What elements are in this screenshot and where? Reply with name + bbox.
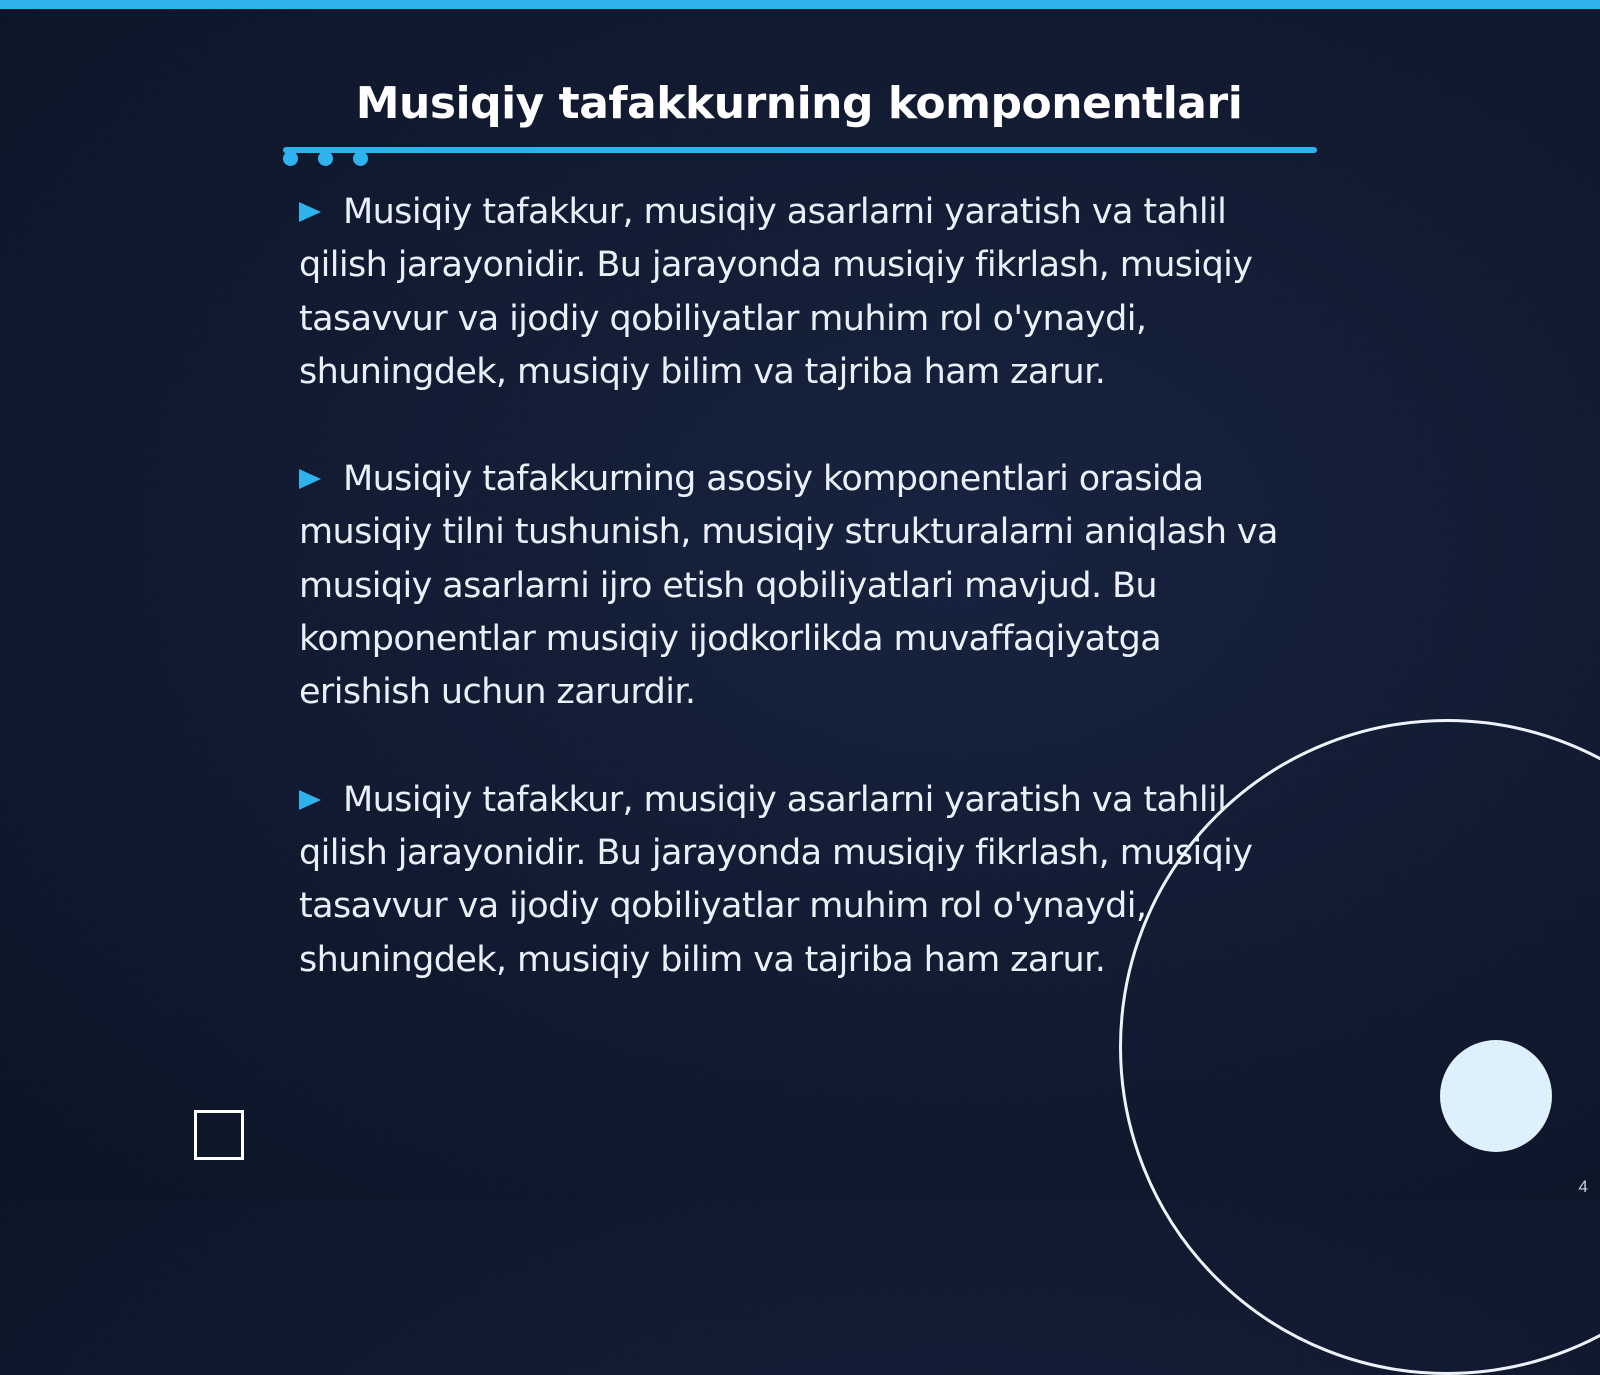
title-underline bbox=[283, 147, 1317, 153]
bullet-item bbox=[299, 186, 1284, 399]
bullet-text: Musiqiy tafakkur, musiqiy asarlarni yaratish va tahlil qilish jarayonidir. Bu jarayonda musiqiy fikrlash, musiqiy tasavvur va ijodiy qobiliyatlar muhim rol o'ynaydi, shuningdek, musiqiy bilim va tajriba ham zarur. bbox=[299, 192, 1253, 392]
bullet-item bbox=[299, 453, 1284, 719]
page-number: 4 bbox=[1578, 1177, 1588, 1196]
decorative-dot-1 bbox=[283, 151, 298, 166]
top-accent-bar bbox=[0, 0, 1600, 9]
triangle-right-icon bbox=[299, 202, 321, 222]
bullet-text: Musiqiy tafakkurning asosiy komponentlari orasida musiqiy tilni tushunish, musiqiy strukturalarni aniqlash va musiqiy asarlarni ijro etish qobiliyatlari mavjud. Bu komponentlar musiqiy ijodkorlikda muvaffaqiyatga erishish uchun zarurdir. bbox=[299, 459, 1278, 713]
triangle-right-icon bbox=[299, 790, 321, 810]
bullet-list bbox=[299, 186, 1284, 1041]
decorative-dot-3 bbox=[353, 151, 368, 166]
slide-title: Musiqiy tafakkurning komponentlari bbox=[355, 78, 1243, 129]
decorative-circle-filled bbox=[1440, 1040, 1552, 1152]
triangle-right-icon bbox=[299, 469, 321, 489]
decorative-dot-2 bbox=[318, 151, 333, 166]
bullet-text: Musiqiy tafakkur, musiqiy asarlarni yaratish va tahlil qilish jarayonidir. Bu jarayonda musiqiy fikrlash, musiqiy tasavvur va ijodiy qobiliyatlar muhim rol o'ynaydi, shuningdek, musiqiy bilim va tajriba ham zarur. bbox=[299, 779, 1253, 980]
decorative-square bbox=[194, 1110, 244, 1160]
